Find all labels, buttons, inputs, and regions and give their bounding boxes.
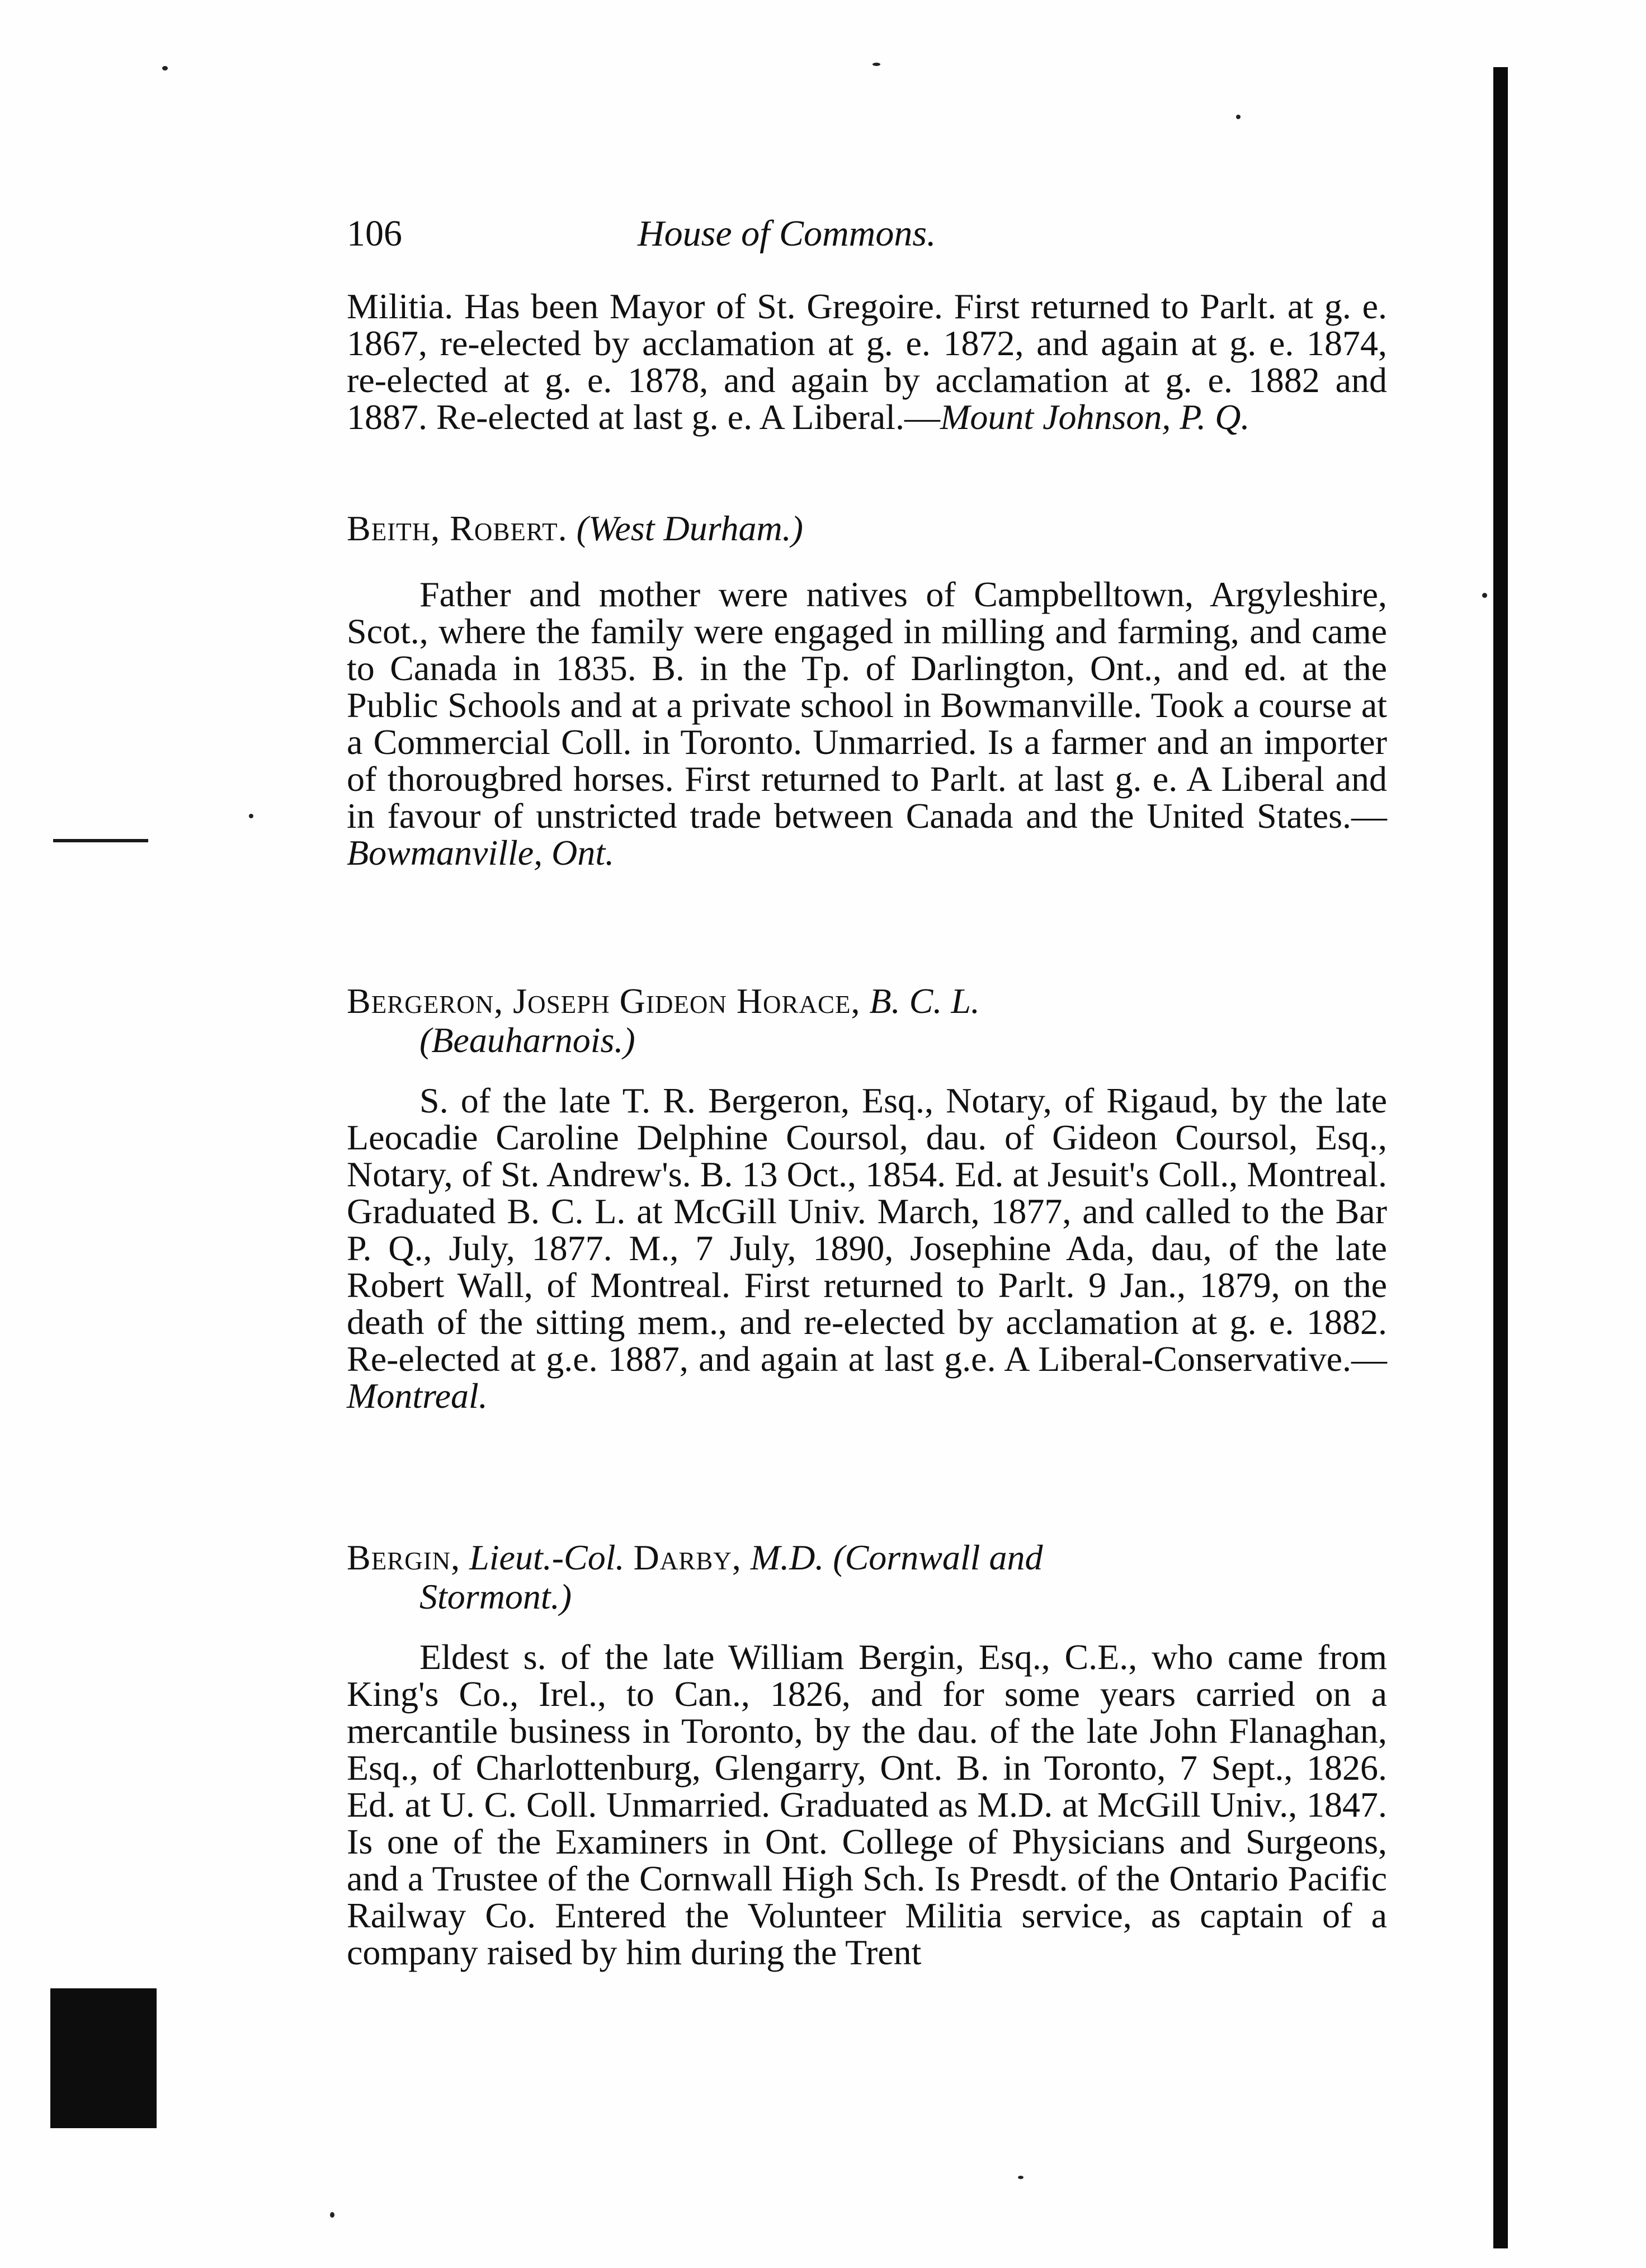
entry-heading bbox=[347, 982, 1387, 1060]
page-edge-shadow bbox=[1493, 67, 1508, 2248]
entry-body-text: Eldest s. of the late William Bergin, Esq., C.E., who came from King's Co., Irel., to Can., 1826, and for some years carried on a mercantile business in Toronto, by the dau. of the late John Flanaghan, Esq., of Charlottenburg, Glengarry, Ont. B. in Toronto, 7 Sept., 1826. Ed. at U. C. Coll. Unmarried. Graduated as M.D. at McGill Univ., 1847. Is one of the Examiners in Ont. College of Physicians and Surgeons, and a Trustee of the Cornwall High Sch. Is Presdt. of the Ontario Pacific Railway Co. Entered the Volunteer Militia service, as captain of a company raised by him during the Trent bbox=[347, 1637, 1387, 1972]
continuation-residence: Mount Johnson, P. Q. bbox=[940, 397, 1250, 437]
member-name: Beith, Robert. bbox=[347, 508, 568, 548]
member-degree: B. C. L. bbox=[869, 981, 980, 1021]
entry-bergeron bbox=[347, 982, 1387, 1414]
entry-heading bbox=[347, 509, 1387, 548]
scan-speck bbox=[1018, 2176, 1024, 2179]
entry-residence: Montreal. bbox=[347, 1376, 488, 1416]
scan-speck bbox=[330, 2212, 334, 2218]
entry-residence: Bowmanville, Ont. bbox=[347, 833, 615, 873]
riding: (Beauharnois.) bbox=[419, 1020, 635, 1060]
scan-speck bbox=[872, 63, 880, 66]
riding: (Cornwall and bbox=[833, 1538, 1043, 1577]
entry-bergin bbox=[347, 1538, 1387, 1971]
continuation-text: Militia. Has been Mayor of St. Gregoire. First returned to Parlt. at g. e. 1867, re-elected by acclamation at g. e. 1872, and again at g. e. 1874, re-elected at g. e. 1878, and again by acclamation at g. e. 1882 and 1887. Re-elected at last g. e. A Liberal.— bbox=[347, 286, 1387, 437]
scan-speck bbox=[1482, 593, 1487, 598]
scan-speck bbox=[162, 66, 168, 70]
member-name-given: Darby, bbox=[633, 1538, 742, 1577]
page-number: 106 bbox=[347, 213, 402, 254]
running-head bbox=[347, 213, 1387, 263]
riding: (West Durham.) bbox=[576, 508, 803, 548]
member-name: Bergeron, Joseph Gideon Horace, bbox=[347, 981, 861, 1021]
entry-body bbox=[347, 576, 1387, 871]
binding-smudge bbox=[50, 1988, 157, 2128]
entry-heading bbox=[347, 1538, 1387, 1616]
entry-body bbox=[347, 1082, 1387, 1414]
continuation-paragraph bbox=[347, 288, 1387, 436]
entry-body bbox=[347, 1639, 1387, 1971]
member-rank: Lieut.-Col. bbox=[469, 1538, 625, 1577]
entry-body-text: Father and mother were natives of Campbelltown, Argyleshire, Scot., where the family were engaged in milling and farming, and came to Canada in 1835. B. in the Tp. of Darlington, Ont., and ed. at the Public Schools and at a private school in Bowmanville. Took a course at a Commercial Coll. in Toronto. Unmarried. Is a farmer and an importer of thorougbred horses. First returned to Parlt. at last g. e. A Liberal and in favour of unstricted trade between Canada and the United States.— bbox=[347, 574, 1387, 836]
entry-body-text: S. of the late T. R. Bergeron, Esq., Notary, of Rigaud, by the late Leocadie Caroline Delphine Coursol, dau. of Gideon Coursol, Esq., Notary, of St. Andrew's. B. 13 Oct., 1854. Ed. at Jesuit's Coll., Montreal. Graduated B. C. L. at McGill Univ. March, 1877, and called to the Bar P. Q., July, 1877. M., 7 July, 1890, Josephine Ada, dau, of the late Robert Wall, of Montreal. First returned to Parlt. 9 Jan., 1879, on the death of the sitting mem., and re-elected by acclamation at g. e. 1882. Re-elected at g.e. 1887, and again at last g.e. A Liberal-Conservative.— bbox=[347, 1081, 1387, 1379]
scan-speck bbox=[249, 814, 253, 818]
scan-speck bbox=[1236, 115, 1241, 119]
member-name: Bergin, bbox=[347, 1538, 461, 1577]
riding-continued: Stormont.) bbox=[419, 1577, 572, 1616]
running-title: House of Commons. bbox=[638, 213, 936, 254]
member-degree: M.D. bbox=[750, 1538, 824, 1577]
entry-beith bbox=[347, 509, 1387, 871]
margin-rule-mark bbox=[53, 839, 148, 842]
